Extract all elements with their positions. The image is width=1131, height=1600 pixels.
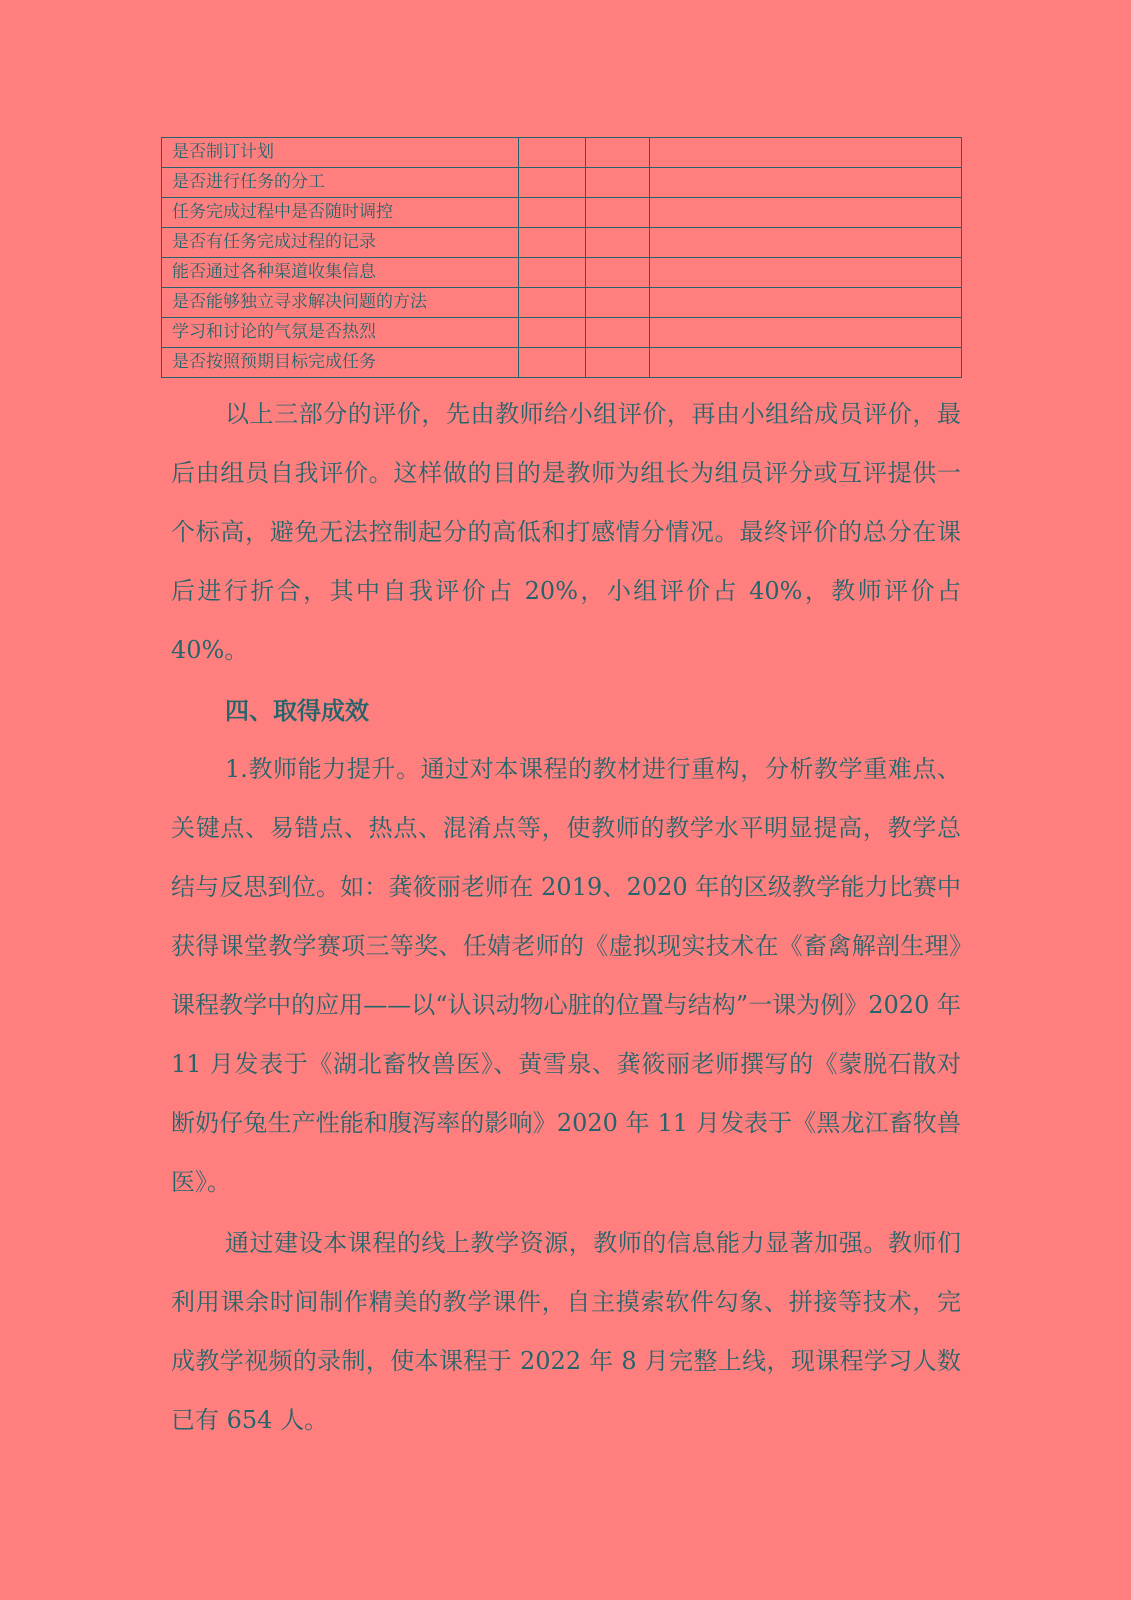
table-cell: [586, 348, 650, 378]
table-cell: [586, 288, 650, 318]
table-cell: [519, 228, 586, 258]
table-cell-item: 是否有任务完成过程的记录: [162, 228, 519, 258]
table-cell: [519, 138, 586, 168]
table-cell: [650, 228, 962, 258]
table-cell: [586, 258, 650, 288]
table-cell: [519, 198, 586, 228]
table-cell: [586, 318, 650, 348]
table-cell-item: 是否按照预期目标完成任务: [162, 348, 519, 378]
table-row: [162, 198, 962, 228]
table-cell: [519, 258, 586, 288]
table-cell: [650, 258, 962, 288]
table-cell: [519, 168, 586, 198]
table-cell-item: 任务完成过程中是否随时调控: [162, 198, 519, 228]
table-cell-item: 是否能够独立寻求解决问题的方法: [162, 288, 519, 318]
table-cell: [586, 168, 650, 198]
table-cell: [650, 348, 962, 378]
table-cell-item: 学习和讨论的气氛是否热烈: [162, 318, 519, 348]
table-cell: [650, 138, 962, 168]
table-cell: [650, 168, 962, 198]
table-cell-item: 能否通过各种渠道收集信息: [162, 258, 519, 288]
evaluation-table: [161, 137, 962, 378]
table-cell: [586, 198, 650, 228]
table-cell: [519, 288, 586, 318]
table-cell: [650, 288, 962, 318]
table-row: [162, 348, 962, 378]
table-cell: [519, 318, 586, 348]
achievement-paragraph: 1.教师能力提升。通过对本课程的教材进行重构，分析教学重难点、关键点、易错点、热点、混淆点等，使教师的教学水平明显提高，教学总结与反思到位。如：龚筱丽老师在 2019、2020 年的区级教学能力比赛中获得课堂教学赛项三等奖、任婧老师的《虚拟现实技术在《畜禽解剖生理》课程教学中的应用——以“认识动物心脏的位置与结构”一课为例》2020 年 11 月发表于《湖北畜牧兽医》、黄雪泉、龚筱丽老师撰写的《蒙脱石散对断奶仔兔生产性能和腹泻率的影响》2020 年 11 月发表于《黑龙江畜牧兽医》。: [171, 755, 961, 1196]
table-cell: [650, 198, 962, 228]
table-row: [162, 228, 962, 258]
table-cell: [586, 138, 650, 168]
table-cell-item: 是否制订计划: [162, 138, 519, 168]
evaluation-paragraph: 以上三部分的评价，先由教师给小组评价，再由小组给成员评价，最后由组员自我评价。这样做的目的是教师为组长为组员评分或互评提供一个标高，避免无法控制起分的高低和打感情分情况。最终评价的总分在课后进行折合，其中自我评价占 20%，小组评价占 40%，教师评价占 40%。: [171, 400, 961, 664]
table-cell: [586, 228, 650, 258]
table-row: [162, 168, 962, 198]
table-row: [162, 138, 962, 168]
online-resources-paragraph: 通过建设本课程的线上教学资源，教师的信息能力显著加强。教师们利用课余时间制作精美的教学课件，自主摸索软件勾象、拼接等技术，完成教学视频的录制，使本课程于 2022 年 8 月完整上线，现课程学习人数已有 654 人。: [171, 1229, 961, 1434]
table-cell: [519, 348, 586, 378]
table-row: [162, 258, 962, 288]
section-heading: 四、取得成效: [225, 696, 369, 725]
table-cell-item: 是否进行任务的分工: [162, 168, 519, 198]
table-cell: [650, 318, 962, 348]
table-row: [162, 288, 962, 318]
table-row: [162, 318, 962, 348]
